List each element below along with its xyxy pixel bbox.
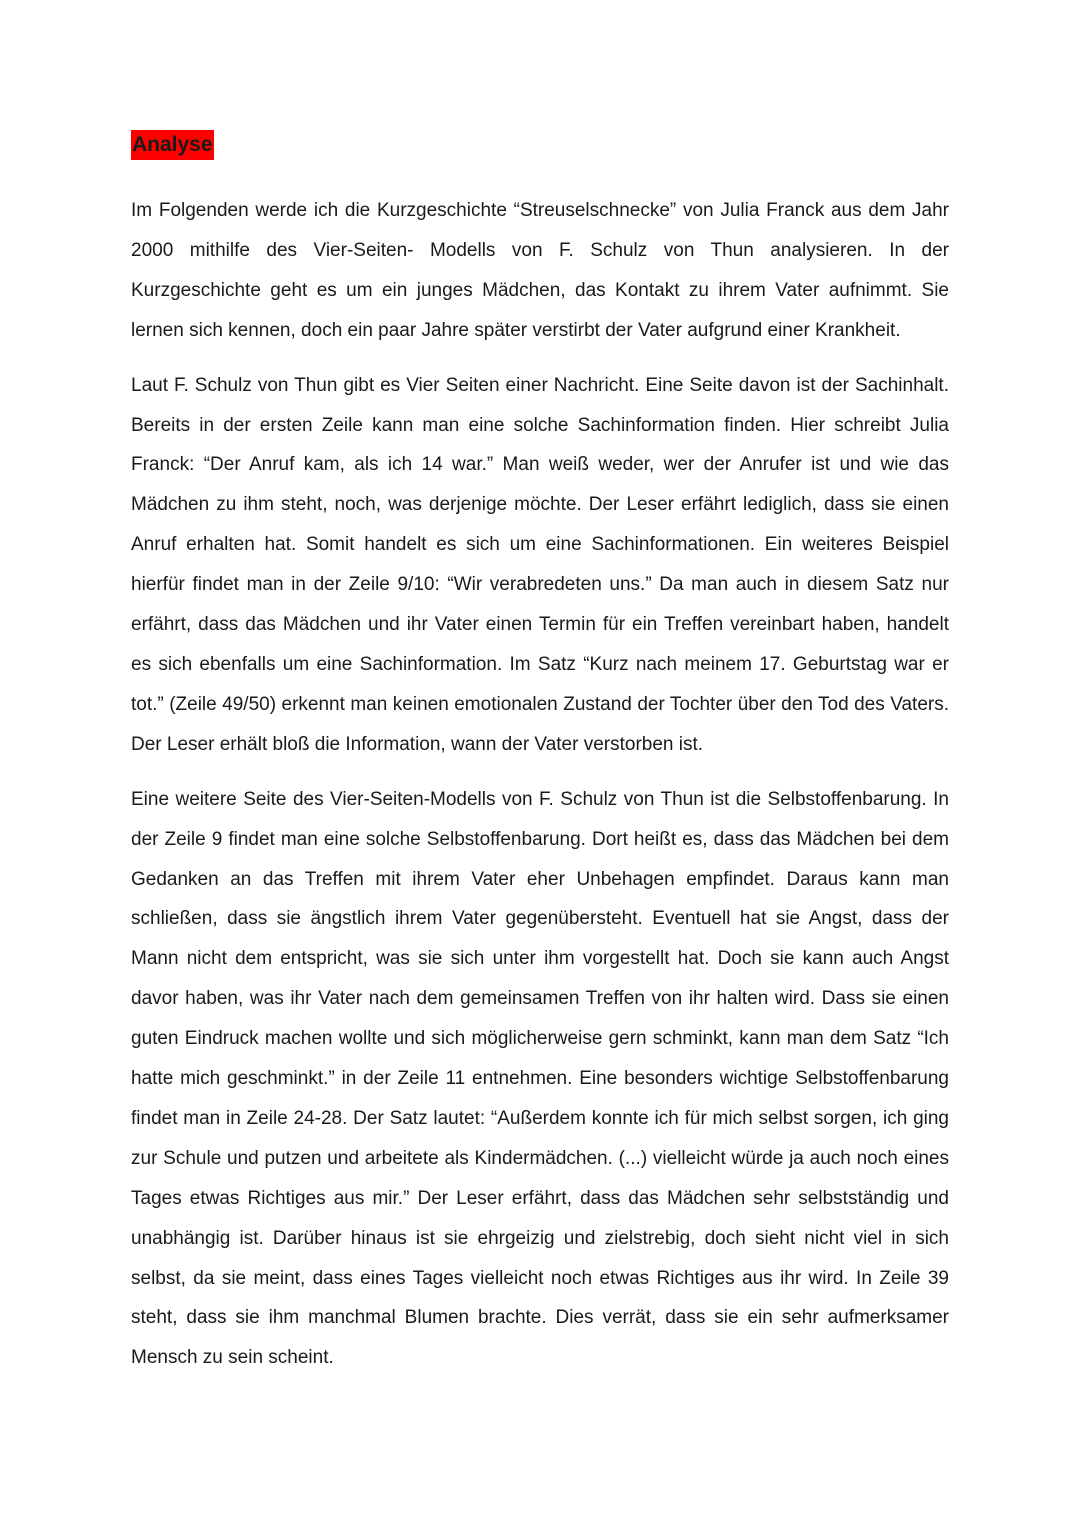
section-heading: Analyse — [131, 130, 214, 160]
paragraph-sachinhalt: Laut F. Schulz von Thun gibt es Vier Seiten einer Nachricht. Eine Seite davon ist der Sachinhalt. Bereits in der ersten Zeile kann man eine solche Sachinformation finden. Hier schreibt Julia Franck: “Der Anruf kam, als ich 14 war.” Man weiß weder, wer der Anrufer ist und wie das Mädchen zu ihm steht, noch, was derjenige möchte. Der Leser erfährt lediglich, dass sie einen Anruf erhalten hat. Somit handelt es sich um eine Sachinformationen. Ein weiteres Beispiel hierfür findet man in der Zeile 9/10: “Wir verabredeten uns.” Da man auch in diesem Satz nur erfährt, dass das Mädchen und ihr Vater einen Termin für ein Treffen vereinbart haben, handelt es sich ebenfalls um eine Sachinformation. Im Satz “Kurz nach meinem 17. Geburtstag war er tot.” (Zeile 49/50) erkennt man keinen emotionalen Zustand der Tochter über den Tod des Vaters. Der Leser erhält bloß die Information, wann der Vater verstorben ist. — [131, 374, 949, 755]
paragraph-intro: Im Folgenden werde ich die Kurzgeschichte “Streuselschnecke” von Julia Franck aus dem Jahr 2000 mithilfe des Vier-Seiten- Modells von F. Schulz von Thun analysieren. In der Kurzgeschichte geht es um ein junges Mädchen, das Kontakt zu ihrem Vater aufnimmt. Sie lernen sich kennen, doch ein paar Jahre später verstirbt der Vater aufgrund einer Krankheit. — [131, 200, 949, 341]
paragraph-selbstoffenbarung: Eine weitere Seite des Vier-Seiten-Modells von F. Schulz von Thun ist die Selbstoffenbarung. In der Zeile 9 findet man eine solche Selbstoffenbarung. Dort heißt es, dass das Mädchen bei dem Gedanken an das Treffen mit ihrem Vater eher Unbehagen empfindet. Daraus kann man schließen, dass sie ängstlich ihrem Vater gegenübersteht. Eventuell hat sie Angst, dass der Mann nicht dem entspricht, was sie sich unter ihm vorgestellt hat. Doch sie kann auch Angst davor haben, was ihr Vater nach dem gemeinsamen Treffen von ihr halten wird. Dass sie einen guten Eindruck machen wollte und sich möglicherweise gern schminkt, kann man dem Satz “Ich hatte mich geschminkt.” in der Zeile 11 entnehmen. Eine besonders wichtige Selbstoffenbarung findet man in Zeile 24-28. Der Satz lautet: “Außerdem konnte ich für mich selbst sorgen, ich ging zur Schule und putzen und arbeitete als Kindermädchen. (...) vielleicht würde ja auch noch eines Tages etwas Richtiges aus mir.” Der Leser erfährt, dass das Mädchen sehr selbstständig und unabhängig ist. Darüber hinaus ist sie ehrgeizig und zielstrebig, doch sieht nicht viel in sich selbst, da sie meint, dass eines Tages vielleicht noch etwas Richtiges aus ihr wird. In Zeile 39 steht, dass sie ihm manchmal Blumen brachte. Dies verrät, dass sie ein sehr aufmerksamer Mensch zu sein scheint. — [131, 788, 949, 1369]
document-page — [131, 130, 949, 1393]
